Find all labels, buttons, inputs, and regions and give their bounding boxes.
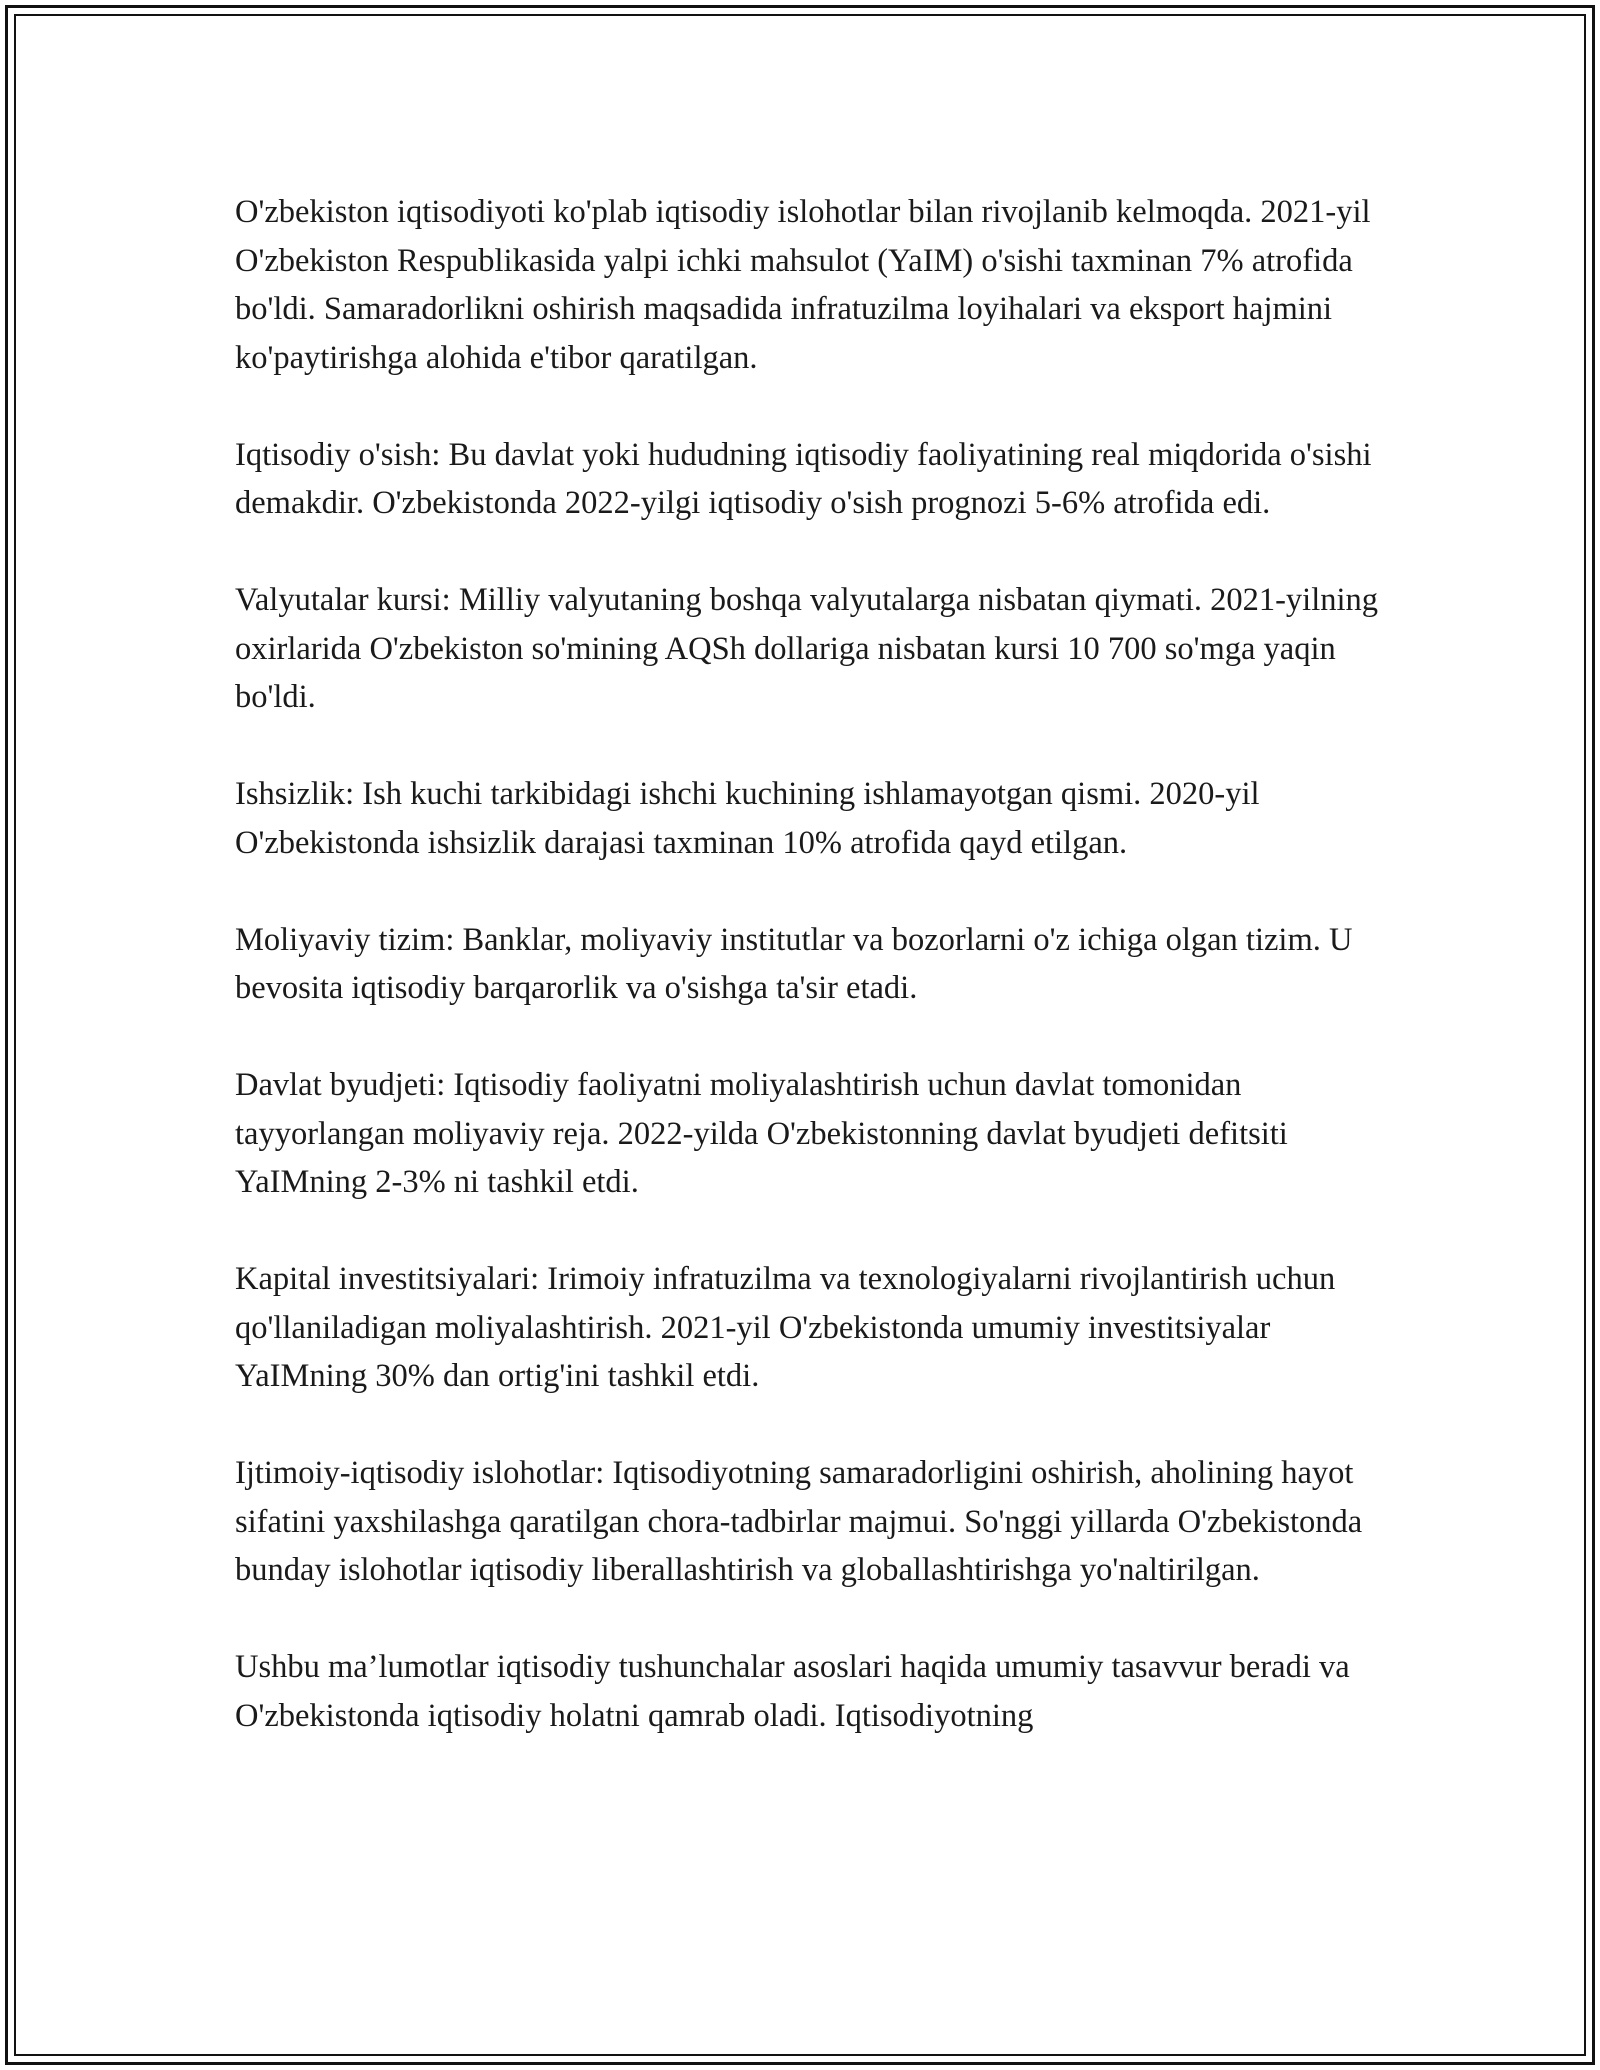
paragraph-economic-growth: Iqtisodiy o'sish: Bu davlat yoki hududning iqtisodiy faoliyatining real miqdorida o'sishi demakdir. O'zbekistonda 2022-yilgi iqtisodiy o'sish prognozi 5-6% atrofida edi. bbox=[235, 436, 1372, 521]
paragraph-state-budget: Davlat byudjeti: Iqtisodiy faoliyatni moliyalashtirish uchun davlat tomonidan tayyorlangan moliyaviy reja. 2022-yilda O'zbekistonning davlat byudjeti defitsiti YaIMning 2-3% ni tashkil etdi. bbox=[235, 1067, 1288, 1200]
paragraph-exchange-rate: Valyutalar kursi: Milliy valyutaning boshqa valyutalarga nisbatan qiymati. 2021-yilning oxirlarida O'zbekiston so'mining AQSh dollariga nisbatan kursi 10 700 so'mga yaqin bo'ldi. bbox=[235, 582, 1379, 715]
paragraph-financial-system: Moliyaviy tizim: Banklar, moliyaviy institutlar va bozorlarni o'z ichiga olgan tizim. U bevosita iqtisodiy barqarorlik va o'sishga ta'sir etadi. bbox=[235, 921, 1353, 1006]
paragraph-capital-investment: Kapital investitsiyalari: Irimoiy infratuzilma va texnologiyalarni rivojlantirish uchun qo'llaniladigan moliyalashtirish. 2021-yil O'zbekistonda umumiy investitsiyalar YaIMning 30% dan ortig'ini tashkil etdi. bbox=[235, 1261, 1336, 1394]
paragraph-socioeconomic-reforms: Ijtimoiy-iqtisodiy islohotlar: Iqtisodiyotning samaradorligini oshirish, aholining hayot sifatini yaxshilashga qaratilgan chora-tadbirlar majmui. So'nggi yillarda O'zbekistonda bunday islohotlar iqtisodiy liberallashtirish va globallashtirishga yo'naltirilgan. bbox=[235, 1455, 1363, 1588]
paragraph-intro: O'zbekiston iqtisodiyoti ko'plab iqtisodiy islohotlar bilan rivojlanib kelmoqda. 2021-yil O'zbekiston Respublikasida yalpi ichki mahsulot (YaIM) o'sishi taxminan 7% atrofida bo'ldi. Samaradorlikni oshirish maqsadida infratuzilma loyihalari va eksport hajmini ko'paytirishga alohida e'tibor qaratilgan. bbox=[235, 194, 1371, 376]
paragraph-conclusion: Ushbu ma’lumotlar iqtisodiy tushunchalar asoslari haqida umumiy tasavvur beradi va O'zbekistonda iqtisodiy holatni qamrab oladi. Iqtisodiyotning bbox=[235, 1649, 1350, 1734]
document-body bbox=[235, 188, 1385, 1740]
paragraph-unemployment: Ishsizlik: Ish kuchi tarkibidagi ishchi kuchining ishlamayotgan qismi. 2020-yil O'zbekistonda ishsizlik darajasi taxminan 10% atrofida qayd etilgan. bbox=[235, 776, 1260, 861]
